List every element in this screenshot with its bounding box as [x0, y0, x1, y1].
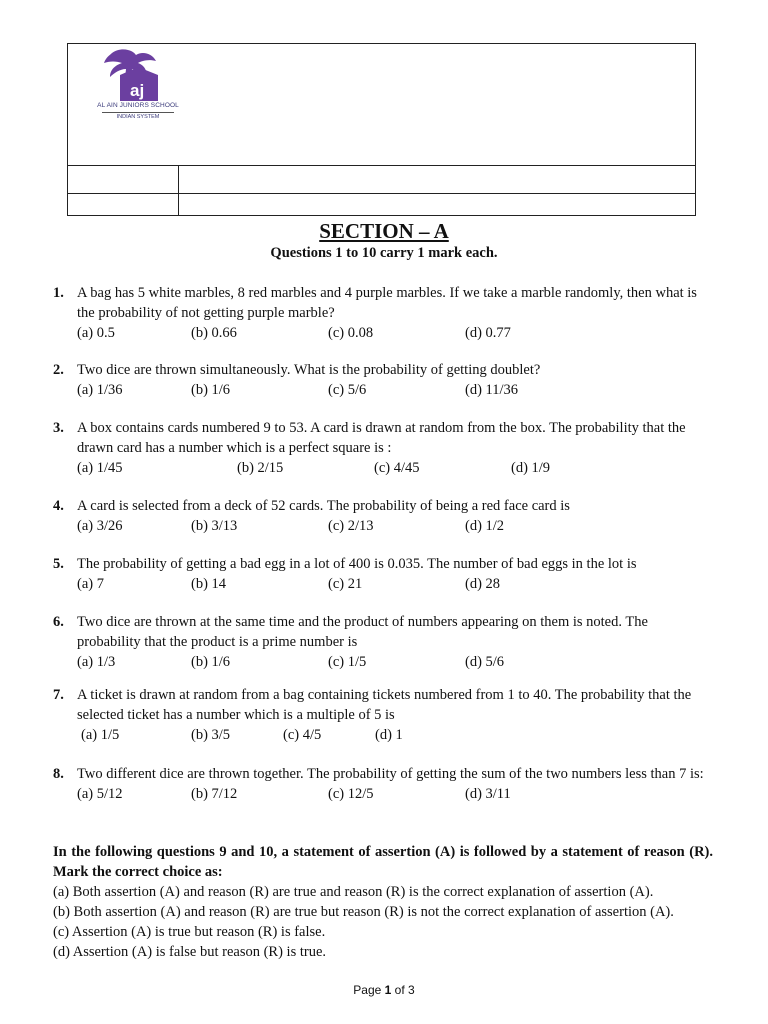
- option-c: (c) 21: [328, 576, 363, 592]
- question-stem: A box contains cards numbered 9 to 53. A card is drawn at random from the box. The probability that the drawn card has a number which is a perfect square is :: [77, 420, 686, 456]
- option-b: (b) 3/5: [191, 727, 231, 743]
- option-d: (d) 1: [375, 727, 403, 743]
- school-name: AL AIN JUNIORS SCHOOL: [97, 102, 179, 109]
- question-number: 6.: [53, 614, 64, 630]
- header-row-2-label-cell: [68, 194, 179, 216]
- question-number: 5.: [53, 556, 64, 572]
- option-c: (c) 0.08: [328, 325, 374, 341]
- question-stem: A card is selected from a deck of 52 cards. The probability of being a red face card is: [77, 498, 570, 514]
- assertion-choice-b: (b) Both assertion (A) and reason (R) are true but reason (R) is not the correct explanation of assertion (A).: [53, 904, 674, 920]
- options-row: [77, 516, 713, 536]
- header-logo-cell: [68, 44, 695, 166]
- question-number: 4.: [53, 498, 64, 514]
- question-number: 3.: [53, 420, 64, 436]
- question-2: [53, 360, 713, 400]
- option-b: (b) 1/6: [191, 654, 231, 670]
- question-number: 7.: [53, 687, 64, 703]
- option-a: (a) 1/5: [81, 727, 120, 743]
- options-row: [77, 784, 713, 804]
- option-c: (c) 5/6: [328, 382, 367, 398]
- palm-house-icon: [102, 49, 166, 103]
- question-3: [53, 418, 713, 478]
- option-c: (c) 4/45: [374, 460, 420, 476]
- question-4: [53, 496, 713, 536]
- option-b: (b) 14: [191, 576, 227, 592]
- option-d: (d) 28: [465, 576, 501, 592]
- question-8: [53, 764, 713, 804]
- option-d: (d) 3/11: [465, 786, 511, 802]
- option-b: (b) 1/6: [191, 382, 231, 398]
- options-row: [77, 323, 713, 343]
- assertion-choice-d: (d) Assertion (A) is false but reason (R) is true.: [53, 944, 327, 960]
- assertion-choice-a: (a) Both assertion (A) and reason (R) are true and reason (R) is the correct explanation of assertion (A).: [53, 884, 654, 900]
- options-row: [77, 458, 713, 478]
- option-a: (a) 1/3: [77, 654, 116, 670]
- section-subtitle: Questions 1 to 10 carry 1 mark each.: [270, 245, 498, 261]
- page-footer: [0, 983, 768, 997]
- school-system: INDIAN SYSTEM: [116, 114, 160, 120]
- option-a: (a) 1/45: [77, 460, 123, 476]
- option-a: (a) 5/12: [77, 786, 123, 802]
- footer-mid: of: [391, 983, 409, 997]
- question-6: [53, 612, 713, 672]
- option-b: (b) 0.66: [191, 325, 237, 341]
- question-number: 8.: [53, 766, 64, 782]
- assertion-instructions: [53, 842, 713, 962]
- question-5: [53, 554, 713, 594]
- question-number: 2.: [53, 362, 64, 378]
- options-row: [77, 652, 713, 672]
- header-row-1: [68, 165, 695, 194]
- option-a: (a) 0.5: [77, 325, 115, 341]
- footer-prefix: Page: [353, 983, 385, 997]
- option-b: (b) 2/15: [237, 460, 284, 476]
- options-row: [77, 725, 713, 745]
- footer-total-pages: 3: [408, 983, 415, 997]
- options-row: [77, 574, 713, 594]
- option-c: (c) 1/5: [328, 654, 367, 670]
- question-stem: A ticket is drawn at random from a bag containing tickets numbered from 1 to 40. The probability that the selected ticket has a number which is a multiple of 5 is: [77, 687, 692, 723]
- option-a: (a) 1/36: [77, 382, 123, 398]
- question-7: [53, 685, 713, 745]
- option-c: (c) 4/5: [283, 727, 322, 743]
- option-c: (c) 2/13: [328, 518, 374, 534]
- question-stem: Two dice are thrown simultaneously. What is the probability of getting doublet?: [77, 362, 541, 378]
- option-c: (c) 12/5: [328, 786, 374, 802]
- option-d: (d) 1/2: [465, 518, 505, 534]
- school-logo: [82, 49, 182, 125]
- option-b: (b) 7/12: [191, 786, 238, 802]
- question-stem: A bag has 5 white marbles, 8 red marbles and 4 purple marbles. If we take a marble randomly, then what is the probability of not getting purple marble?: [77, 285, 697, 321]
- question-number: 1.: [53, 285, 64, 301]
- question-1: [53, 283, 713, 343]
- question-stem: Two dice are thrown at the same time and the product of numbers appearing on them is noted. The probability that the product is a prime number is: [77, 614, 648, 650]
- option-d: (d) 0.77: [465, 325, 511, 341]
- logo-divider: [102, 112, 174, 113]
- option-d: (d) 1/9: [511, 460, 551, 476]
- assertion-intro: In the following questions 9 and 10, a statement of assertion (A) is followed by a statement of reason (R). Mark the correct choice as:: [53, 844, 713, 880]
- question-stem: Two different dice are thrown together. The probability of getting the sum of the two numbers less than 7 is:: [77, 766, 704, 782]
- option-d: (d) 5/6: [465, 654, 505, 670]
- assertion-choice-c: (c) Assertion (A) is true but reason (R) is false.: [53, 924, 326, 940]
- option-b: (b) 3/13: [191, 518, 238, 534]
- option-a: (a) 3/26: [77, 518, 123, 534]
- section-title: SECTION – A: [319, 219, 449, 243]
- header-row-1-label-cell: [68, 165, 179, 193]
- option-d: (d) 11/36: [465, 382, 519, 398]
- header-box: [67, 43, 696, 216]
- footer-page-number: 1: [384, 983, 392, 997]
- options-row: [77, 380, 713, 400]
- svg-text:aj: aj: [130, 81, 145, 100]
- question-stem: The probability of getting a bad egg in a lot of 400 is 0.035. The number of bad eggs in the lot is: [77, 556, 637, 572]
- header-row-2: [68, 194, 695, 216]
- option-a: (a) 7: [77, 576, 104, 592]
